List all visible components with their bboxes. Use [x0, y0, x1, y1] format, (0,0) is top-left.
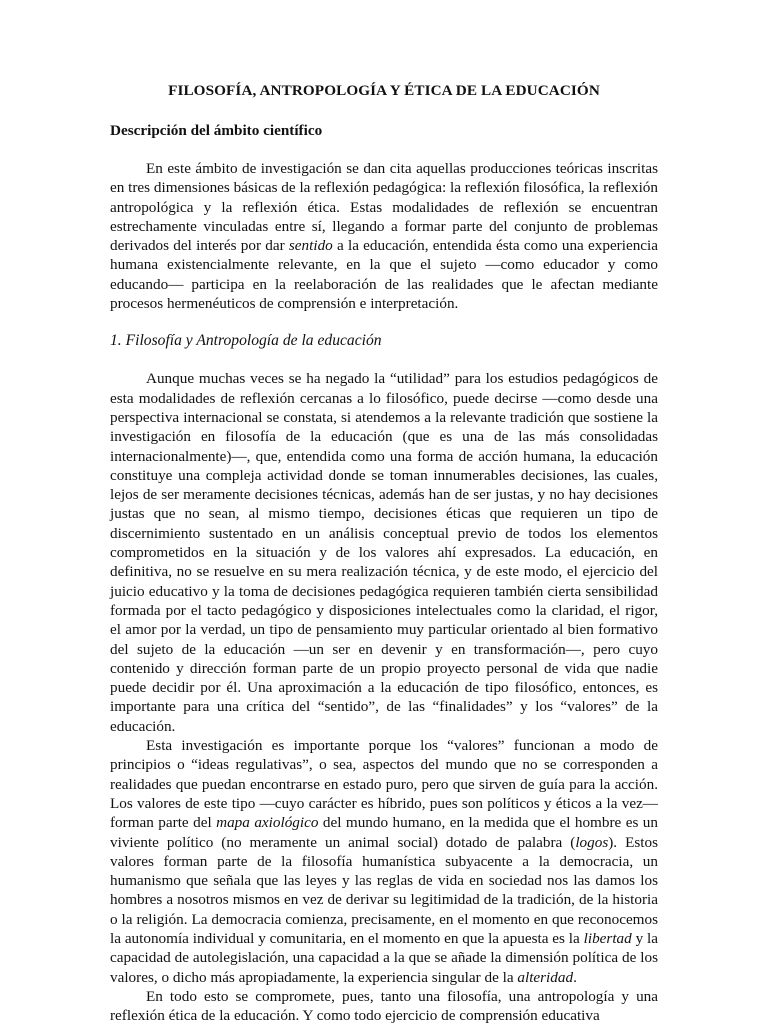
section-subtitle: Descripción del ámbito científico: [110, 122, 323, 139]
document-title: FILOSOFÍA, ANTROPOLOGÍA Y ÉTICA DE LA EDUCACIÓN: [168, 82, 600, 99]
section-heading: 1. Filosofía y Antropología de la educación: [110, 332, 382, 350]
paragraph-2: Esta investigación es importante porque los “valores” funcionan a modo de principios o “ideas regulativas”, o sea, aspectos del mundo que no se corresponden a realidades que puedan encontrarse en estado puro, pero que sirven de guía para la acción. Los valores de este tipo —cuyo carácter es híbrido, pues son políticos y éticos a la vez— forman parte del mapa axiológico del mundo humano, en la medida que el hombre es un viviente político (no meramente un animal social) dotado de palabra (logos). Estos valores forman parte de la filosofía humanística subyacente a la democracia, un humanismo que señala que las leyes y las reglas de vida en sociedad nos las damos los hombres a nosotros mismos en vez de derivar su legitimidad de la tradición, de la historia o la religión. La democracia comienza, precisamente, en el momento en que reconocemos la autonomía individual y comunitaria, en el momento en que la apuesta es la libertad y la capacidad de autolegislación, una capacidad a la que se añade la dimensión política de los valores, o dicho más apropiadamente, la experiencia singular de la alteridad.: [110, 737, 659, 986]
paragraph-3: En todo esto se compromete, pues, tanto una filosofía, una antropología y una reflexión ética de la educación. Y como todo ejercicio de comprensión educativa: [110, 987, 658, 1025]
paragraph-1: Aunque muchas veces se ha negado la “utilidad” para los estudios pedagógicos de esta modalidades de reflexión cercanas a lo filosófico, puede decirse —como desde una perspectiva internacional se constata, si atendemos a la relevante tradición que sostiene la investigación en filosofía de la educación (que es una de las más consolidadas internacionalmente)—, que, entendida como una forma de acción humana, la educación constituye una compleja actividad donde se toman innumerables decisiones, las cuales, lejos de ser meramente decisiones técnicas, además han de ser justas, y no hay decisiones justas que no sean, al mismo tiempo, decisiones éticas que requieren un tipo de discernimiento sustentado en un análisis conceptual previo de todos los elementos comprometidos en la situación y de los valores ahí expresados. La educación, en definitiva, no se resuelve en su mera realización técnica, y de este modo, el ejercicio del juicio educativo y la toma de decisiones pedagógica requieren también cierta sensibilidad formada por el tacto pedagógico y disposiciones intelectuales como la claridad, el rigor, el amor por la verdad, un tipo de pensamiento muy particular orientado al bien formativo del sujeto de la educación —un ser en devenir y en transformación—, pero cuyo contenido y dirección forman parte de un propio proyecto personal de vida que nadie puede decidir por él. Una aproximación a la educación de tipo filosófico, entonces, es importante para una crítica del “sentido”, de las “finalidades” y los “valores” de la educación.: [110, 370, 658, 735]
intro-paragraph: En este ámbito de investigación se dan cita aquellas producciones teóricas inscritas en tres dimensiones básicas de la reflexión pedagógica: la reflexión filosófica, la reflexión antropológica y la reflexión ética. Estas modalidades de reflexión se encuentran estrechamente vinculadas entre sí, llegando a formar parte del conjunto de problemas derivados del interés por dar sentido a la educación, entendida ésta como una experiencia humana existencialmente relevante, en la que el sujeto —como educador y como educando— participa en la reelaboración de las realidades que le afectan mediante procesos hermenéuticos de comprensión e interpretación.: [110, 160, 658, 313]
